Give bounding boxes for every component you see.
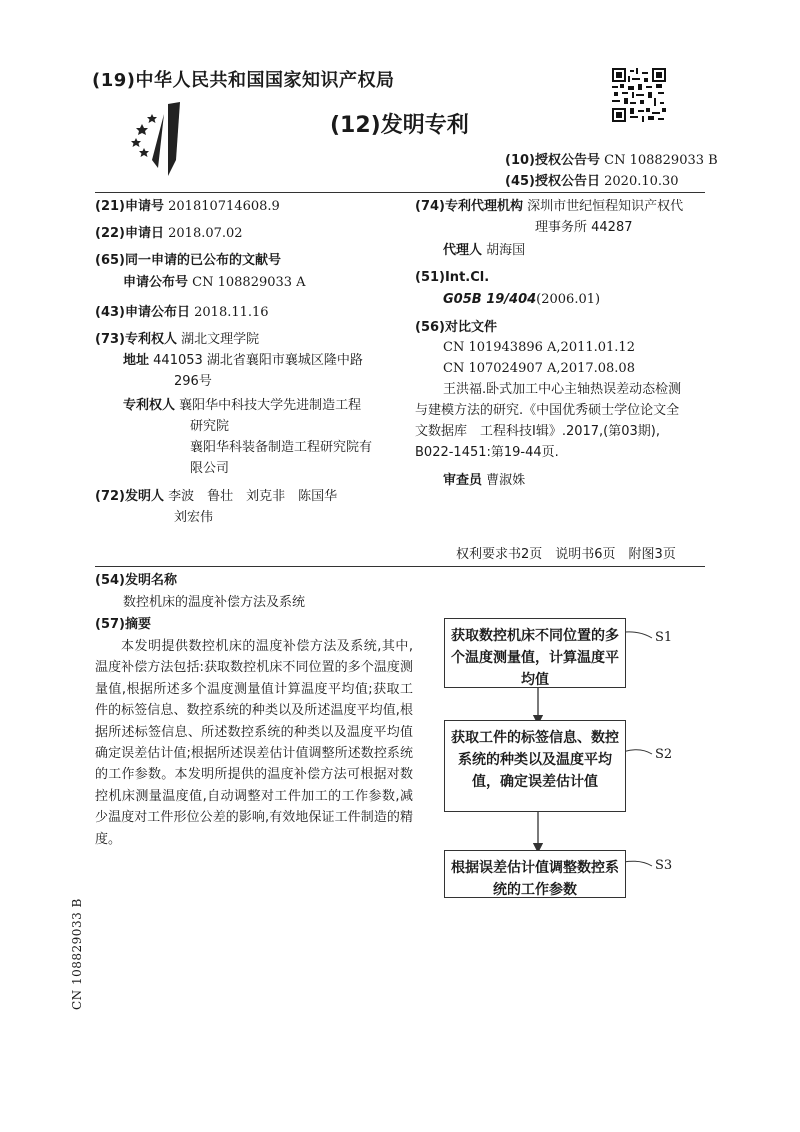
examiner-label: 审查员: [443, 473, 483, 488]
address-line-2: 296号: [174, 374, 212, 389]
grant-pub-no-label: (10)授权公告号: [505, 153, 600, 168]
app-date-label: (22)申请日: [95, 226, 164, 241]
flow-step-s2: 获取工件的标签信息、数控系统的种类以及温度平均值，确定误差估计值: [444, 720, 626, 812]
same-app-label: (65)同一申请的已公布的文献号: [95, 253, 281, 268]
ref-1: CN 101943896 A,2011.01.12: [443, 340, 635, 355]
grant-date-row: [505, 172, 679, 191]
abstract-text: 本发明提供数控机床的温度补偿方法及系统,其中,温度补偿方法包括:获取数控机床不同位置的多个温度测量值,根据所述多个温度测量值计算温度平均值;获取工件的标签信息、数控系统的种类以及所述温度平均值,根据所述标签信息、所述数控系统的种类以及温度平均值确定误差估计值;根据所述误差估计值调整所述数控系统的工作参数。本发明所提供的温度补偿方法可根据对数控机床测量温度值,自动调整对工件加工的工作参数,减少温度对工件形位公差的影响,有效地保证工件制造的精度。: [95, 639, 413, 847]
ref-3-line-3: 文数据库 工程科技I辑》.2017,(第03期),: [415, 424, 661, 439]
intcl-label: (51)Int.Cl.: [415, 270, 490, 285]
intcl-year: (2006.01): [536, 292, 601, 307]
pub-date: 2018.11.16: [194, 305, 269, 320]
inventors-line-1: 李波 鲁壮 刘克非 陈国华: [168, 489, 338, 504]
document-type: (12)发明专利: [330, 113, 469, 138]
pub-no-label: 申请公布号: [123, 275, 189, 290]
agency-line-1: 深圳市世纪恒程知识产权代: [527, 199, 684, 214]
patentee2-row: [123, 396, 361, 415]
abstract-label: (57)摘要: [95, 617, 151, 632]
app-no-row: [95, 197, 280, 216]
cnipa-emblem-icon: [128, 98, 192, 178]
flow-step-s3: 根据误差估计值调整数控系统的工作参数: [444, 850, 626, 898]
address-row: [123, 351, 363, 370]
agent: 胡海国: [486, 243, 526, 258]
agency-label: (74)专利代理机构: [415, 199, 523, 214]
flow-label-s3: S3: [655, 858, 673, 873]
grant-pub-no: CN 108829033 B: [604, 153, 718, 168]
ref-3-line-4: B022-1451:第19-44页.: [415, 445, 559, 460]
flow-label-s2: S2: [655, 747, 673, 762]
agency-line-2: 理事务所 44287: [535, 220, 633, 235]
ref-2: CN 107024907 A,2017.08.08: [443, 361, 635, 376]
pub-no-row: [123, 273, 306, 292]
patentee-row: [95, 330, 259, 349]
title-label: (54)发明名称: [95, 573, 177, 588]
office-name: (19)中华人民共和国国家知识产权局: [92, 70, 395, 91]
flow-label-s1: S1: [655, 630, 673, 645]
patentee2-line-2: 研究院: [190, 419, 230, 434]
refs-label: (56)对比文件: [415, 320, 497, 335]
page-counts: 权利要求书2页 说明书6页 附图3页: [456, 547, 676, 562]
address-line-1: 441053 湖北省襄阳市襄城区隆中路: [153, 353, 363, 368]
inventors-row: [95, 487, 337, 506]
examiner-row: [443, 471, 525, 490]
pub-no: CN 108829033 A: [192, 275, 306, 290]
intcl-row: [443, 290, 600, 309]
patentee3-line-2: 限公司: [190, 461, 230, 476]
grant-date-label: (45)授权公告日: [505, 174, 600, 189]
app-date: 2018.07.02: [168, 226, 243, 241]
agent-row: [443, 241, 525, 260]
agency-row: [415, 197, 683, 216]
top-divider: [95, 192, 705, 193]
address-label: 地址: [123, 353, 150, 368]
patentee2-label: 专利权人: [123, 398, 176, 413]
pub-date-label: (43)申请公布日: [95, 305, 190, 320]
side-patent-number: CN 108829033 B: [70, 898, 84, 1010]
qr-code-icon[interactable]: [612, 68, 666, 122]
grant-date: 2020.10.30: [604, 174, 679, 189]
patentee2-line-1: 襄阳华中科技大学先进制造工程: [179, 398, 362, 413]
flow-step-s1: 获取数控机床不同位置的多个温度测量值，计算温度平均值: [444, 618, 626, 688]
grant-pub-no-row: [505, 151, 718, 170]
middle-divider: [95, 566, 705, 567]
ref-3-line-1: 王洪福.卧式加工中心主轴热误差动态检测: [443, 382, 682, 397]
agent-label: 代理人: [443, 243, 483, 258]
patentee: 湖北文理学院: [181, 332, 260, 347]
patentee-label: (73)专利权人: [95, 332, 177, 347]
inventors-line-2: 刘宏伟: [174, 510, 214, 525]
pub-date-row: [95, 303, 269, 322]
app-date-row: [95, 224, 243, 243]
ref-3-line-2: 与建模方法的研究.《中国优秀硕士学位论文全: [415, 403, 680, 418]
app-no-label: (21)申请号: [95, 199, 164, 214]
examiner: 曹淑姝: [486, 473, 526, 488]
inventors-label: (72)发明人: [95, 489, 164, 504]
app-no: 201810714608.9: [168, 199, 280, 214]
patentee3-line-1: 襄阳华科装备制造工程研究院有: [190, 440, 373, 455]
invention-title: 数控机床的温度补偿方法及系统: [123, 595, 306, 610]
intcl-code: G05B 19/404: [443, 292, 537, 307]
